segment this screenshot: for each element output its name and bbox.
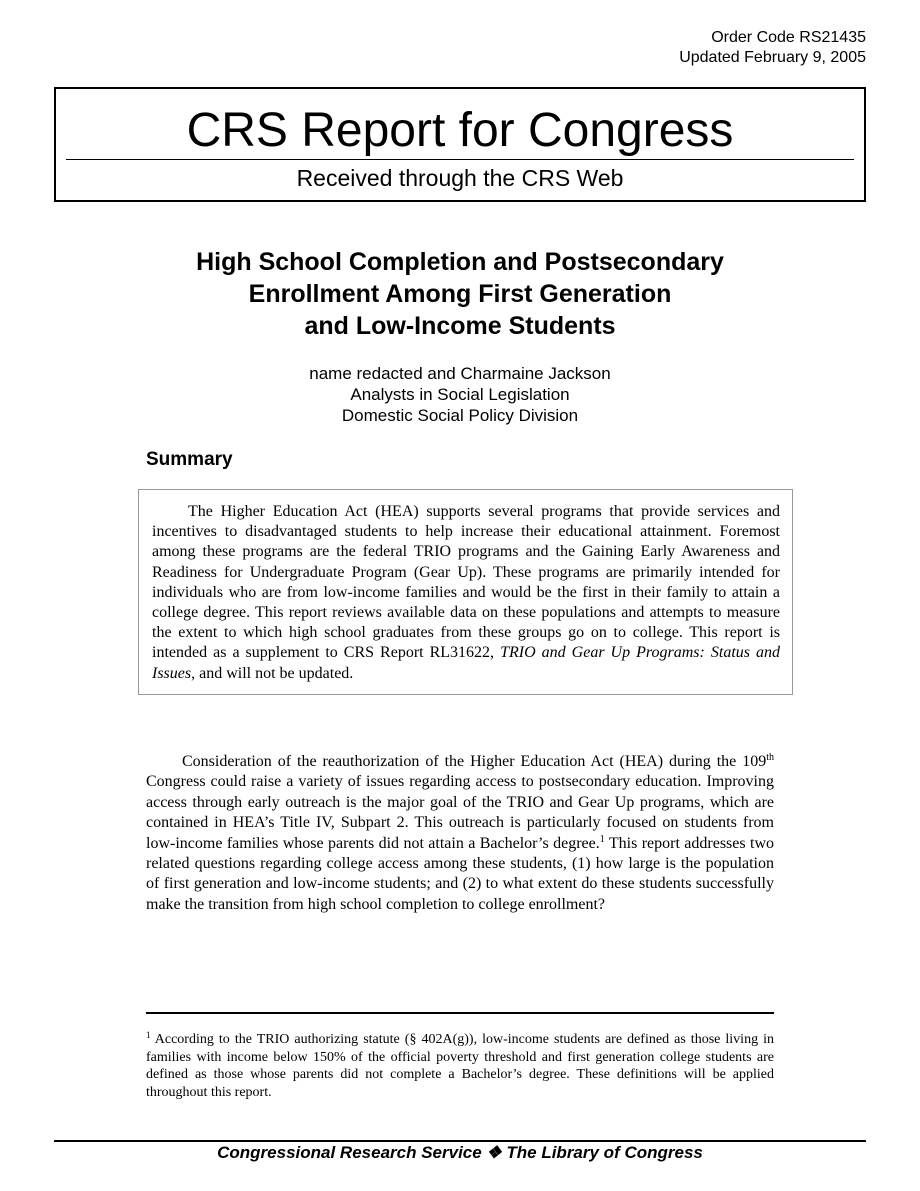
footnote-text: According to the TRIO authorizing statute (§ 402A(g)), low-income students are defined as those living in families with income below 150% of the official poverty threshold and first generation college students are defined as those whose parents did not complete a Bachelor’s degree. These definitions will be applied throughout this report. (146, 1032, 774, 1100)
footnote (146, 1031, 774, 1101)
summary-text-end: , and will not be updated. (191, 664, 354, 682)
footnote-divider (146, 1012, 774, 1014)
summary-paragraph (152, 502, 780, 684)
body-text-middle: Congress could raise a variety of issues regarding access to postsecondary education. Improving access through early outreach is the major goal of the TRIO and Gear Up programs, which are contained in HEA’s Title IV, Subpart 2. This outreach is particularly focused on students from low-income families whose parents did not attain a Bachelor’s degree. (146, 773, 774, 852)
banner-subtitle: Received through the CRS Web (296, 165, 624, 191)
ordinal-superscript: th (766, 752, 774, 763)
report-title-line: and Low-Income Students (304, 312, 616, 340)
updated-date: Updated February 9, 2005 (679, 49, 866, 66)
author-division: Domestic Social Policy Division (341, 406, 579, 425)
author-names: name redacted and Charmaine Jackson (309, 364, 611, 383)
summary-report-title: TRIO and Gear Up Programs: Status and Issues (152, 644, 781, 682)
crs-banner (54, 87, 866, 202)
footnote-reference: 1 (599, 833, 605, 845)
page-footer: Congressional Research Service ❖ The Library of Congress (217, 1143, 703, 1162)
body-text-end: This report addresses two related questions regarding college access among these students, (1) how large is the population of first generation and low-income students; and (2) to what extent do these students successfully make the transition from high school completion to college enrollment? (146, 834, 775, 913)
author-role: Analysts in Social Legislation (350, 385, 570, 404)
footnote-number: 1 (146, 1030, 151, 1040)
body-text (146, 752, 774, 915)
report-title-line: High School Completion and Postsecondary (196, 248, 724, 276)
banner-title: CRS Report for Congress (186, 104, 734, 157)
summary-heading: Summary (146, 449, 233, 470)
author-block (160, 363, 760, 426)
order-code: Order Code RS21435 (711, 29, 866, 46)
body-text-start: Consideration of the reauthorization of the Higher Education Act (HEA) during the 109 (182, 753, 767, 770)
report-title (100, 246, 820, 342)
order-code-block (679, 28, 866, 68)
body-paragraph (146, 752, 774, 915)
banner-divider (66, 159, 854, 160)
report-title-line: Enrollment Among First Generation (248, 280, 672, 308)
summary-box (138, 489, 793, 695)
summary-text: The Higher Education Act (HEA) supports several programs that provide services and incentives to disadvantaged students to help increase their educational attainment. Foremost among these programs are the federal TRIO programs and the Gaining Early Awareness and Readiness for Undergraduate Program (Gear Up). These programs are primarily intended for individuals who are from low-income families and would be the first in their family to attain a college degree. This report reviews available data on these populations and attempts to measure the extent to which high school graduates from these groups go on to college. This report is intended as a supplement to CRS Report RL31622, (152, 503, 780, 662)
